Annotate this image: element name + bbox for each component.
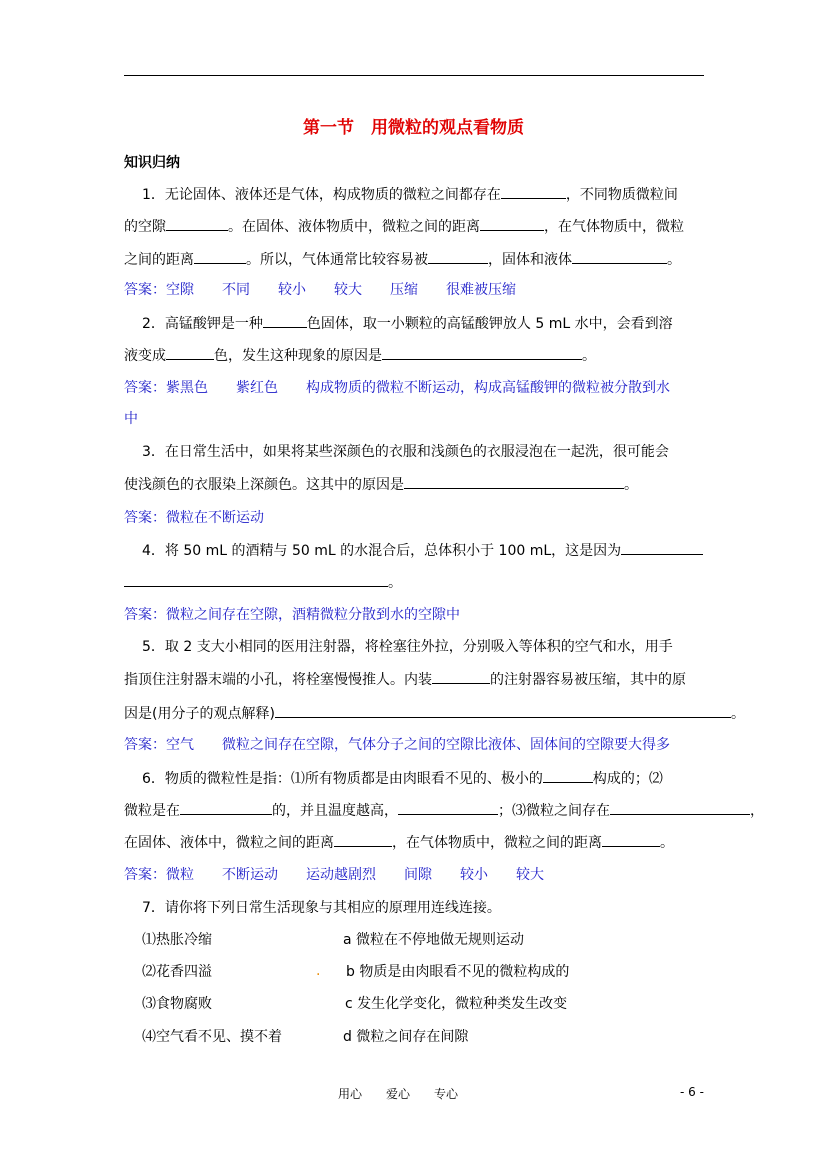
q5-line2: 指顶住注射器末端的小孔，将栓塞慢慢推人。内装 的注射器容易被压缩，其中的原 xyxy=(124,672,686,688)
q6-line1: 6．物质的微粒性是指：⑴所有物质都是由肉眼看不见的、极小的 构成的；⑵ xyxy=(142,771,663,787)
q6-line2: 微粒是在 的，并且温度越高， ；⑶微粒之间存在 ， xyxy=(124,803,764,819)
q7-right-item: c 发生化学变化，微粒种类发生改变 xyxy=(345,996,568,1012)
footer-text: 用心 爱心 专心 xyxy=(338,1087,459,1101)
q7-left-item: ⑶食物腐败 xyxy=(142,996,212,1012)
q5-line3: 因是(用分子的观点解释) 。 xyxy=(124,706,745,722)
q1-answer: 答案：空隙 不同 较小 较大 压缩 很难被压缩 xyxy=(124,282,516,298)
q1-line3: 之间的距离 。所以，气体通常比较容易被 ，固体和液体 。 xyxy=(124,252,681,268)
q7-right-item: d 微粒之间存在间隙 xyxy=(343,1029,469,1045)
q7-right-item: b 物质是由肉眼看不见的微粒构成的 xyxy=(346,964,570,980)
q4-line1: 4．将 50 mL 的酒精与 50 mL 的水混合后，总体积小于 100 mL，这是因为 xyxy=(142,541,703,560)
header-rule xyxy=(124,75,704,76)
q5-line1: 5．取 2 支大小相同的医用注射器，将栓塞往外拉，分别吸入等体积的空气和水，用手 xyxy=(142,639,673,655)
q3-line2: 使浅颜色的衣服染上深颜色。这其中的原因是 。 xyxy=(124,477,638,493)
q2-answer-line1: 答案：紫黑色 紫红色 构成物质的微粒不断运动，构成高锰酸钾的微粒被分散到水 xyxy=(124,380,670,396)
q1-line2: 的空隙 。在固体、液体物质中，微粒之间的距离 ，在气体物质中，微粒 xyxy=(124,219,684,235)
q7-stem: 7．请你将下列日常生活现象与其相应的原理用连线连接。 xyxy=(142,900,501,916)
q4-line2: 。 xyxy=(124,573,402,592)
q2-answer-line2: 中 xyxy=(124,411,138,427)
q7-left-item: ⑵花香四溢 xyxy=(142,964,212,980)
q2-line1: 2．高锰酸钾是一种 色固体，取一小颗粒的高锰酸钾放人 5 mL 水中，会看到溶 xyxy=(142,316,673,332)
section-heading: 知识归纳 xyxy=(124,155,180,171)
q7-right-item: a 微粒在不停地做无规则运动 xyxy=(343,932,525,948)
orange-dot: . xyxy=(316,963,321,979)
q7-left-item: ⑷空气看不见、摸不着 xyxy=(142,1029,282,1045)
q1-line1: 1．无论固体、液体还是气体，构成物质的微粒之间都存在 ，不同物质微粒间 xyxy=(142,187,678,203)
q7-left-item: ⑴热胀冷缩 xyxy=(142,932,212,948)
page-title: 第一节 用微粒的观点看物质 xyxy=(303,118,524,138)
q3-line1: 3．在日常生活中，如果将某些深颜色的衣服和浅颜色的衣服浸泡在一起洗，很可能会 xyxy=(142,444,669,460)
q6-line3: 在固体、液体中，微粒之间的距离 ，在气体物质中，微粒之间的距离 。 xyxy=(124,835,674,851)
page-number: - 6 - xyxy=(680,1085,704,1099)
q4-answer: 答案：微粒之间存在空隙，酒精微粒分散到水的空隙中 xyxy=(124,607,460,623)
q5-answer: 答案：空气 微粒之间存在空隙，气体分子之间的空隙比液体、固体间的空隙要大得多 xyxy=(124,737,670,753)
q2-line2: 液变成 色，发生这种现象的原因是 。 xyxy=(124,348,596,364)
q3-answer: 答案：微粒在不断运动 xyxy=(124,510,264,526)
q6-answer: 答案：微粒 不断运动 运动越剧烈 间隙 较小 较大 xyxy=(124,867,544,883)
